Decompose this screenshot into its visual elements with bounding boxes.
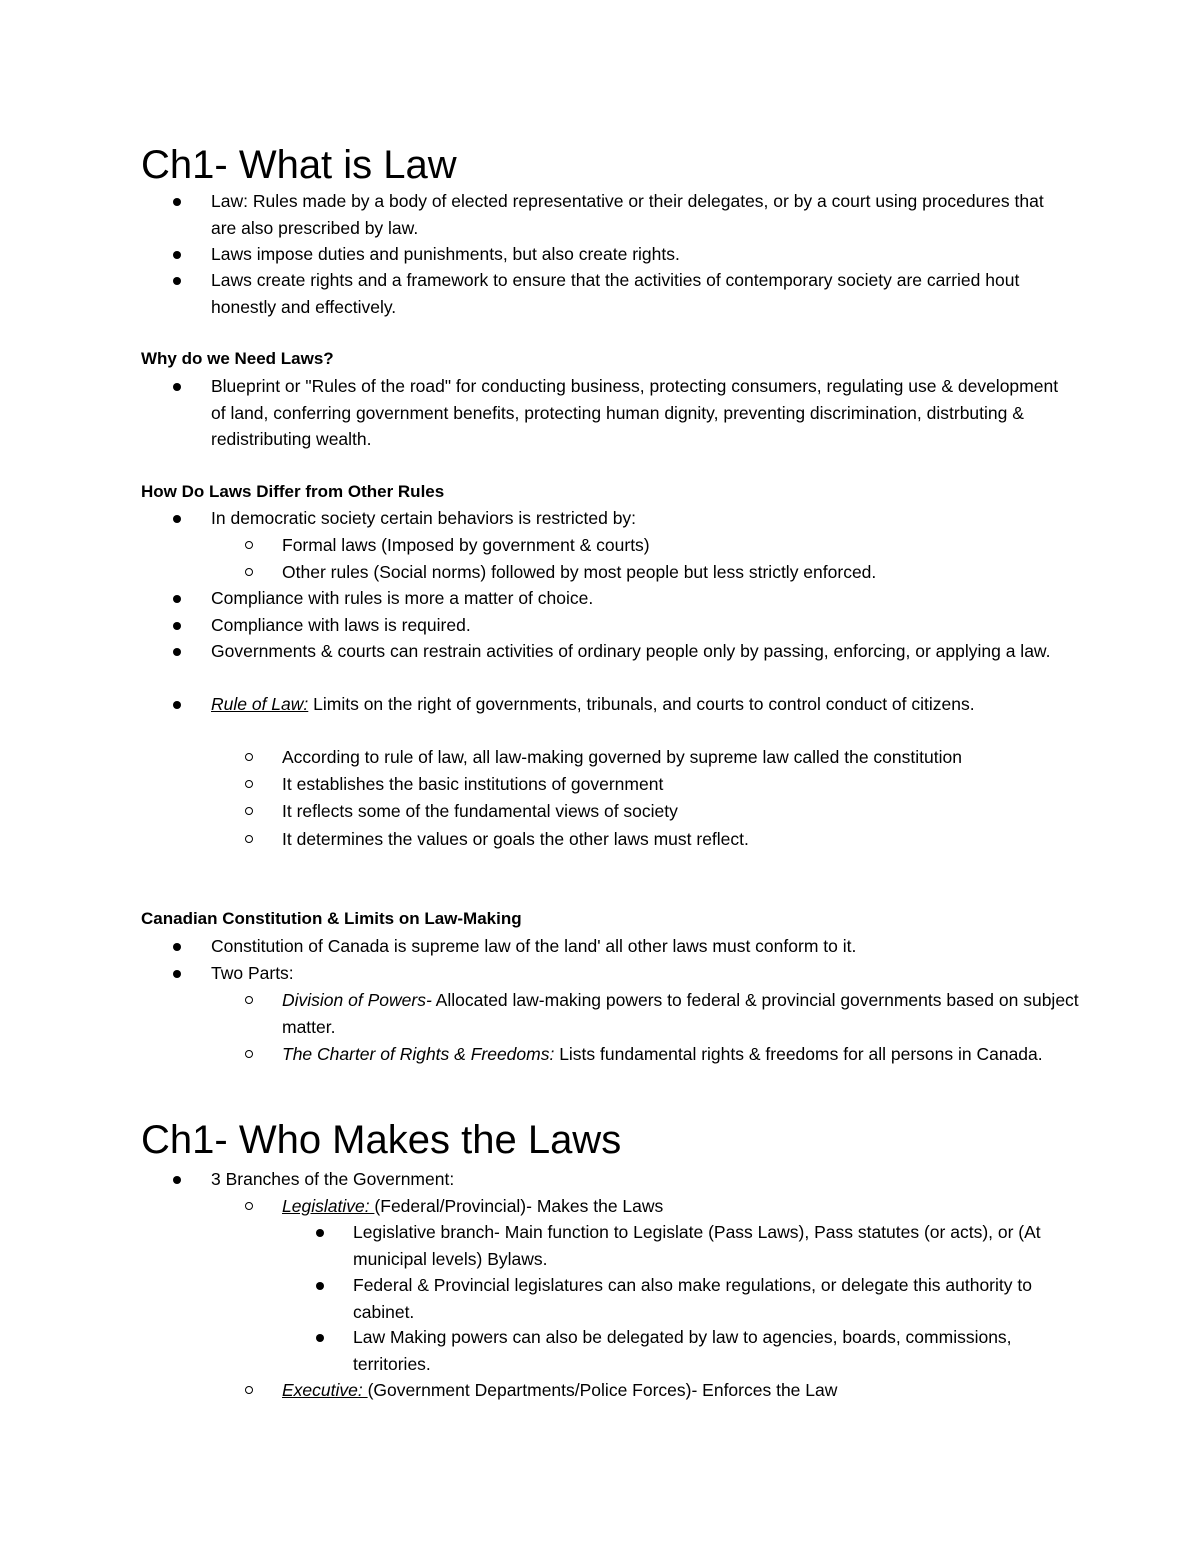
list-item: [211, 585, 1071, 612]
list-item-text: Constitution of Canada is supreme law of the land' all other laws must conform to it.: [211, 936, 857, 956]
list-item-text: It establishes the basic institutions of government: [282, 774, 664, 794]
list-item-text: According to rule of law, all law-making governed by supreme law called the constitution: [282, 747, 962, 767]
bullet-icon: [173, 943, 181, 951]
section-heading-how-differ: How Do Laws Differ from Other Rules: [141, 482, 445, 501]
bullet-icon: [173, 970, 181, 978]
sub-list-item: [282, 559, 1082, 586]
list-item-text: Governments & courts can restrain activities of ordinary people only by passing, enforcing, or applying a law.: [211, 641, 1051, 661]
bullet-icon: [316, 1282, 324, 1290]
sub-list-item: [282, 744, 1082, 771]
list-item-text: Formal laws (Imposed by government & courts): [282, 535, 650, 555]
list-item-text: Blueprint or "Rules of the road" for conducting business, protecting consumers, regulating use & development of land, conferring government benefits, protecting human dignity, preventing discrimination, distrbuting & redistributing wealth.: [211, 376, 1059, 449]
list-item-text: Law: Rules made by a body of elected representative or their delegates, or by a court using procedures that are also prescribed by law.: [211, 191, 1044, 238]
circle-bullet-icon: [245, 568, 253, 576]
executive-term: Executive:: [282, 1380, 368, 1400]
list-item: [211, 267, 1071, 320]
list-item: [211, 373, 1071, 453]
list-item: [211, 638, 1071, 665]
list-item-text: It reflects some of the fundamental views of society: [282, 801, 678, 821]
charter-term: The Charter of Rights & Freedoms:: [282, 1044, 555, 1064]
list-item-text: Laws impose duties and punishments, but also create rights.: [211, 244, 680, 264]
sub-sub-list-item: [353, 1219, 1083, 1272]
bullet-icon: [173, 622, 181, 630]
list-item: [211, 1166, 1071, 1193]
bullet-icon: [173, 1176, 181, 1184]
sub-list-item: [282, 771, 1082, 798]
bullet-icon: [316, 1229, 324, 1237]
list-item-text: Limits on the right of governments, tribunals, and courts to control conduct of citizens.: [308, 694, 975, 714]
list-item-text: Compliance with laws is required.: [211, 615, 471, 635]
list-item: [211, 691, 1071, 718]
circle-bullet-icon: [245, 1050, 253, 1058]
section-title-what-is-law: Ch1- What is Law: [141, 143, 457, 187]
section-heading-why-need-laws: Why do we Need Laws?: [141, 349, 334, 368]
sub-list-item: [282, 1193, 1082, 1220]
list-item: [211, 933, 1071, 960]
division-of-powers-term: Division of Powers-: [282, 990, 432, 1010]
sub-list-item: [282, 532, 1082, 559]
circle-bullet-icon: [245, 835, 253, 843]
bullet-icon: [173, 198, 181, 206]
list-item-text: Law Making powers can also be delegated by law to agencies, boards, commissions, territories.: [353, 1327, 1012, 1374]
sub-list-item: [282, 1377, 1082, 1404]
bullet-icon: [173, 383, 181, 391]
list-item-text: Other rules (Social norms) followed by most people but less strictly enforced.: [282, 562, 877, 582]
list-item-text: 3 Branches of the Government:: [211, 1169, 455, 1189]
bullet-icon: [173, 515, 181, 523]
list-item: [211, 188, 1071, 241]
sub-list-item: [282, 798, 1082, 825]
section-title-who-makes-laws: Ch1- Who Makes the Laws: [141, 1118, 622, 1162]
list-item-text: Federal & Provincial legislatures can also make regulations, or delegate this authority to cabinet.: [353, 1275, 1032, 1322]
sub-list-item: [282, 1041, 1082, 1068]
list-item-text: Lists fundamental rights & freedoms for all persons in Canada.: [554, 1044, 1043, 1064]
circle-bullet-icon: [245, 1386, 253, 1394]
bullet-icon: [316, 1334, 324, 1342]
list-item: [211, 612, 1071, 639]
list-item-text: In democratic society certain behaviors is restricted by:: [211, 508, 637, 528]
list-item-text: Laws create rights and a framework to ensure that the activities of contemporary society are carried hout honestly and effectively.: [211, 270, 1020, 317]
list-item: [211, 241, 1071, 268]
section-heading-constitution: Canadian Constitution & Limits on Law-Making: [141, 909, 522, 928]
list-item-text: It determines the values or goals the other laws must reflect.: [282, 829, 749, 849]
circle-bullet-icon: [245, 780, 253, 788]
circle-bullet-icon: [245, 996, 253, 1004]
list-item-text: Compliance with rules is more a matter of choice.: [211, 588, 594, 608]
list-item: [211, 505, 1071, 532]
list-item: [211, 960, 1071, 987]
sub-sub-list-item: [353, 1272, 1083, 1325]
bullet-icon: [173, 251, 181, 259]
bullet-icon: [173, 701, 181, 709]
bullet-icon: [173, 648, 181, 656]
sub-list-item: [282, 987, 1082, 1040]
bullet-icon: [173, 277, 181, 285]
circle-bullet-icon: [245, 753, 253, 761]
rule-of-law-term: Rule of Law:: [211, 694, 309, 714]
list-item-text: Allocated law-making powers to federal & provincial governments based on subject matter.: [282, 990, 1079, 1037]
list-item-text: Legislative branch- Main function to Legislate (Pass Laws), Pass statutes (or acts), or (At municipal levels) Bylaws.: [353, 1222, 1041, 1269]
list-item-text: Two Parts:: [211, 963, 294, 983]
circle-bullet-icon: [245, 1202, 253, 1210]
circle-bullet-icon: [245, 807, 253, 815]
sub-list-item: [282, 826, 1082, 853]
sub-sub-list-item: [353, 1324, 1083, 1377]
circle-bullet-icon: [245, 541, 253, 549]
legislative-term: Legislative:: [282, 1196, 375, 1216]
list-item-text: (Federal/Provincial)- Makes the Laws: [374, 1196, 664, 1216]
list-item-text: (Government Departments/Police Forces)- Enforces the Law: [367, 1380, 838, 1400]
bullet-icon: [173, 595, 181, 603]
